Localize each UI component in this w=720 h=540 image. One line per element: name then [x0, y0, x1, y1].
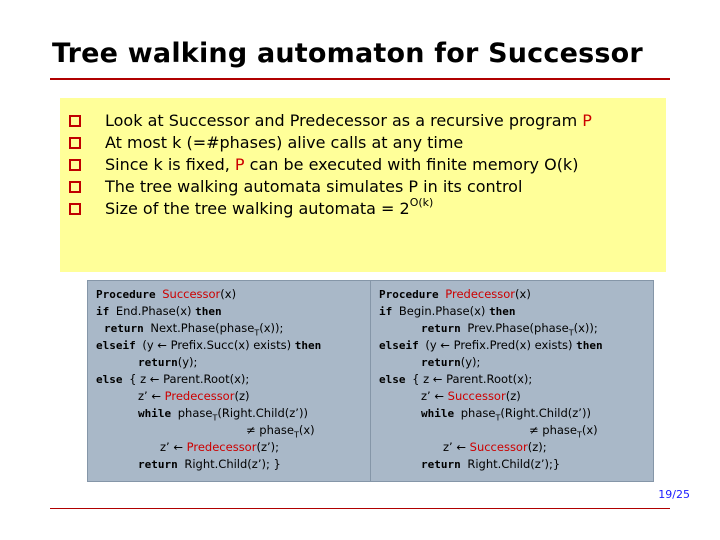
- square-bullet-icon: [69, 203, 81, 215]
- code-line: Procedure Predecessor(x): [379, 287, 531, 301]
- code-line: while phase$_T$(Right.Child(z’)): [138, 406, 308, 423]
- square-bullet-icon: [69, 115, 81, 127]
- code-line: z’ ← Successor(z);: [443, 440, 547, 454]
- code-line: return Prev.Phase(phase$_T$(x));: [421, 321, 598, 338]
- predecessor-procedure-box: [370, 280, 654, 482]
- code-line: z’ ← Predecessor(z): [138, 389, 250, 403]
- bullet-item: Size of the tree walking automata = $2^{O(k)}$: [60, 198, 592, 220]
- code-line: return Right.Child(z’);}: [421, 457, 561, 471]
- code-line: elseif (y ← Prefix.Succ(x) exists) then: [96, 338, 322, 352]
- bullet-item: The tree walking automata simulates P in its control: [60, 176, 592, 198]
- bullet-item: Since k is fixed, P can be executed with finite memory O(k): [60, 154, 592, 176]
- square-bullet-icon: [69, 137, 81, 149]
- bullet-list: [60, 110, 592, 220]
- footer-rule: [50, 508, 670, 509]
- code-line: else { z ← Parent.Root(x);: [379, 372, 533, 386]
- code-line: ≠ phase$_T$(x): [529, 423, 598, 440]
- bullet-item: Look at Successor and Predecessor as a recursive program P: [60, 110, 592, 132]
- bullet-item: At most k (=#phases) alive calls at any time: [60, 132, 592, 154]
- code-line: Procedure Successor(x): [96, 287, 237, 301]
- title-underline: [50, 78, 670, 80]
- code-line: z’ ← Predecessor(z’);: [160, 440, 279, 454]
- code-line: if End.Phase(x) then: [96, 304, 222, 318]
- successor-procedure-box: [87, 280, 371, 482]
- code-line: return Right.Child(z’); }: [138, 457, 281, 471]
- code-line: return(y);: [138, 355, 198, 369]
- code-line: while phase$_T$(Right.Child(z’)): [421, 406, 591, 423]
- page-number: 19/25: [658, 488, 690, 501]
- slide-title: Tree walking automaton for Successor: [52, 38, 643, 69]
- code-line: return(y);: [421, 355, 481, 369]
- code-line: if Begin.Phase(x) then: [379, 304, 516, 318]
- code-line: elseif (y ← Prefix.Pred(x) exists) then: [379, 338, 603, 352]
- bullet-box: [60, 98, 666, 272]
- code-line: return Next.Phase(phase$_T$(x));: [104, 321, 284, 338]
- code-line: ≠ phase$_T$(x): [246, 423, 315, 440]
- code-line: z’ ← Successor(z): [421, 389, 521, 403]
- code-line: else { z ← Parent.Root(x);: [96, 372, 250, 386]
- square-bullet-icon: [69, 181, 81, 193]
- square-bullet-icon: [69, 159, 81, 171]
